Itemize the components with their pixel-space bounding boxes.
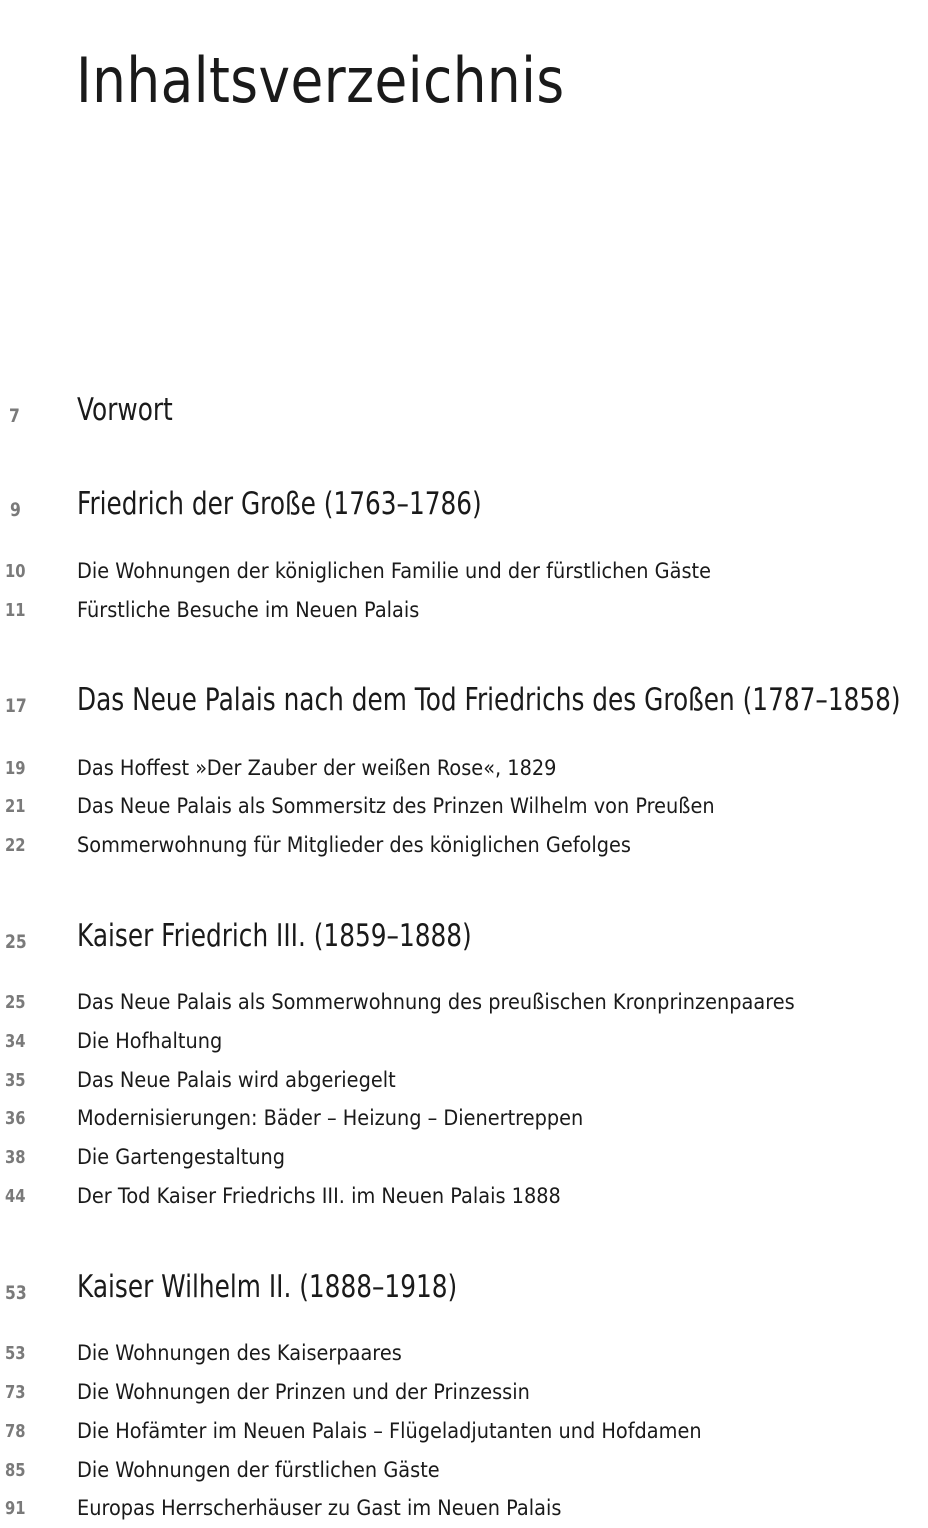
toc-section-title: Kaiser Wilhelm II. (1888–1918) (77, 1269, 458, 1305)
toc-section-title: Das Neue Palais nach dem Tod Friedrichs des Großen (1787–1858) (77, 682, 901, 718)
toc-section-page-number: 25 (5, 931, 27, 953)
toc-entry-page-number: 10 (5, 561, 26, 582)
toc-entry[interactable] (0, 1494, 928, 1524)
toc-entry-title: Das Hoffest »Der Zauber der weißen Rose«, 1829 (77, 756, 557, 780)
toc-entry-page-number: 36 (5, 1108, 26, 1129)
toc-entry-title: Modernisierungen: Bäder – Heizung – Dienertreppen (77, 1106, 584, 1130)
toc-section-vorwort[interactable] (0, 390, 928, 434)
toc-entry-page-number: 78 (5, 1421, 26, 1442)
toc-section-title: Vorwort (77, 392, 173, 428)
toc-section-page-number: 53 (5, 1282, 27, 1304)
toc-entry-title: Europas Herrscherhäuser zu Gast im Neuen Palais (77, 1496, 562, 1520)
toc-entry[interactable] (0, 1066, 928, 1096)
toc-entry-title: Die Gartengestaltung (77, 1145, 286, 1169)
toc-entry-title: Fürstliche Besuche im Neuen Palais (77, 598, 420, 622)
toc-entry-page-number: 25 (5, 992, 26, 1013)
toc-entry-page-number: 38 (5, 1147, 26, 1168)
toc-section-title: Kaiser Friedrich III. (1859–1888) (77, 918, 472, 954)
toc-section-nach-dem-tod[interactable] (0, 680, 928, 724)
toc-entry-title: Die Wohnungen der fürstlichen Gäste (77, 1458, 440, 1482)
toc-entry[interactable] (0, 1143, 928, 1173)
toc-entry-title: Das Neue Palais als Sommersitz des Prinzen Wilhelm von Preußen (77, 794, 715, 818)
toc-entry-title: Die Wohnungen der Prinzen und der Prinzessin (77, 1380, 530, 1404)
toc-section-kaiser-friedrich-iii[interactable] (0, 916, 928, 960)
toc-entry[interactable] (0, 754, 928, 784)
toc-entry-title: Die Hofhaltung (77, 1029, 223, 1053)
toc-entry-page-number: 21 (5, 796, 26, 817)
toc-entry-page-number: 19 (5, 758, 26, 779)
page-title: Inhaltsverzeichnis (76, 43, 565, 117)
toc-entry-page-number: 73 (5, 1382, 26, 1403)
toc-entry-page-number: 91 (5, 1498, 26, 1519)
toc-entry-page-number: 53 (5, 1343, 26, 1364)
toc-section-kaiser-wilhelm-ii[interactable] (0, 1267, 928, 1311)
toc-entry-title: Das Neue Palais als Sommerwohnung des preußischen Kronprinzenpaares (77, 990, 795, 1014)
toc-section-page-number: 17 (5, 695, 27, 717)
toc-entry[interactable] (0, 1104, 928, 1134)
toc-entry-title: Die Wohnungen des Kaiserpaares (77, 1341, 402, 1365)
toc-section-friedrich-der-grosse[interactable] (0, 484, 928, 528)
toc-entry[interactable] (0, 596, 928, 626)
toc-entry-page-number: 22 (5, 835, 26, 856)
toc-entry-title: Das Neue Palais wird abgeriegelt (77, 1068, 396, 1092)
toc-entry-title: Der Tod Kaiser Friedrichs III. im Neuen Palais 1888 (77, 1184, 561, 1208)
toc-section-page-number: 9 (10, 499, 21, 521)
toc-entry-title: Sommerwohnung für Mitglieder des königlichen Gefolges (77, 833, 631, 857)
toc-entry-title: Die Hofämter im Neuen Palais – Flügeladjutanten und Hofdamen (77, 1419, 702, 1443)
toc-entry[interactable] (0, 1339, 928, 1369)
toc-entry[interactable] (0, 1182, 928, 1212)
toc-entry-page-number: 85 (5, 1460, 26, 1481)
toc-entry-page-number: 34 (5, 1031, 26, 1052)
toc-entry[interactable] (0, 1456, 928, 1486)
toc-entry[interactable] (0, 557, 928, 587)
toc-entry[interactable] (0, 988, 928, 1018)
toc-entry[interactable] (0, 1417, 928, 1447)
toc-entry-page-number: 11 (5, 600, 26, 621)
toc-section-title: Friedrich der Große (1763–1786) (77, 486, 482, 522)
toc-entry-title: Die Wohnungen der königlichen Familie und der fürstlichen Gäste (77, 559, 711, 583)
toc-entry[interactable] (0, 792, 928, 822)
toc-entry[interactable] (0, 1027, 928, 1057)
toc-entry-page-number: 35 (5, 1070, 26, 1091)
toc-entry[interactable] (0, 831, 928, 861)
toc-entry[interactable] (0, 1378, 928, 1408)
toc-entry-page-number: 44 (5, 1186, 26, 1207)
toc-section-page-number: 7 (9, 405, 20, 427)
